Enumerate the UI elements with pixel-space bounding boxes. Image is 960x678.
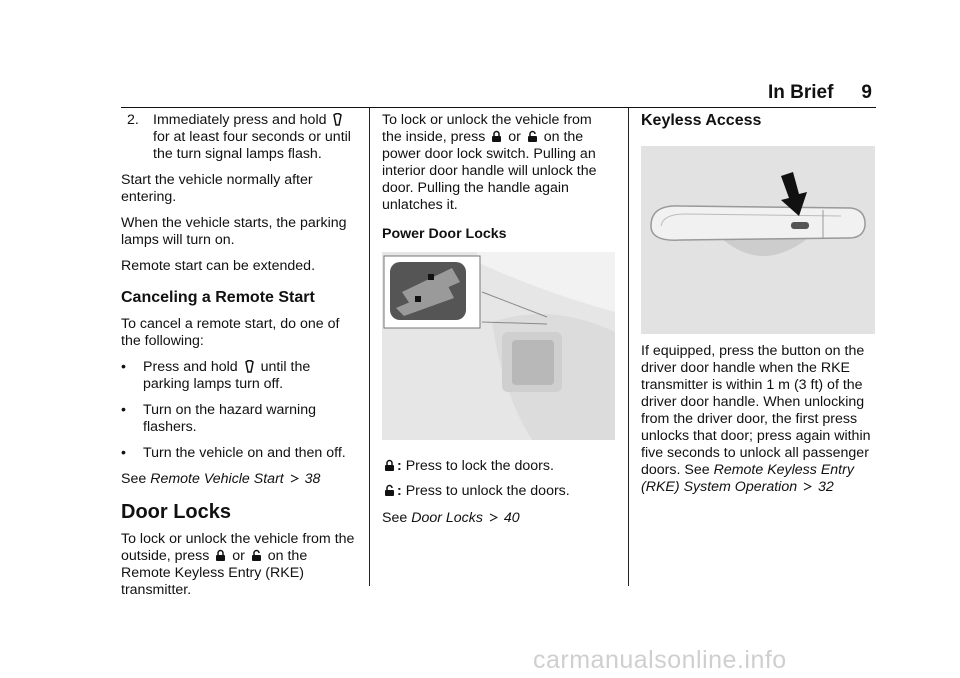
reference-link[interactable]: Door Locks — [411, 510, 483, 526]
column-2 — [382, 112, 614, 252]
bullet-text-3: Turn the vehicle on and then off. — [143, 445, 346, 461]
column-3-lower — [641, 343, 875, 505]
lock-description: Press to lock the doors. — [405, 458, 554, 474]
remote-start-icon — [244, 360, 255, 373]
lock-outside-text-b: on the Remote Keyless Entry (RKE) transmitter. — [121, 548, 308, 598]
cancel-heading: Canceling a Remote Start — [121, 289, 315, 306]
door-handle-drawing — [641, 146, 875, 334]
step-2-text-b: for at least four seconds or until the turn signal lamps flash. — [153, 129, 351, 162]
lock-inside-text-b: on the power door lock switch. Pulling an interior door handle will unlock the door. Pulling the handle again unlatches it. — [382, 129, 597, 213]
see-reference — [121, 471, 357, 488]
bullet-1-text-b: until the parking lamps turn off. — [143, 359, 311, 392]
reference-link[interactable]: Remote Keyless Entry (RKE) System Operation — [641, 462, 854, 495]
keyless-access-heading: Keyless Access — [641, 112, 762, 129]
lock-icon — [491, 130, 502, 143]
remote-start-icon — [332, 113, 343, 126]
column-divider-1 — [369, 108, 370, 586]
reference-page: 32 — [818, 479, 834, 495]
keyless-paragraph — [641, 343, 875, 496]
door-lock-switch-illustration — [382, 252, 615, 440]
start-paragraph: Start the vehicle normally after entering. — [121, 172, 313, 205]
reference-page: 38 — [304, 471, 321, 487]
unlock-description: Press to unlock the doors. — [405, 483, 570, 499]
step-2 — [121, 112, 357, 163]
lock-icon — [384, 459, 395, 472]
lock-outside-paragraph — [121, 531, 357, 599]
parking-paragraph: When the vehicle starts, the parking lamps will turn on. — [121, 215, 347, 248]
bullet-text-1 — [143, 359, 357, 393]
extend-paragraph: Remote start can be extended. — [121, 258, 316, 274]
unlock-icon — [251, 549, 262, 562]
cancel-paragraph: To cancel a remote start, do one of the following: — [121, 316, 340, 349]
lock-inside-paragraph — [382, 112, 614, 214]
step-2-text-a: Immediately press and hold — [153, 112, 327, 128]
page-header — [768, 82, 872, 104]
step-2-text — [153, 112, 357, 163]
legend-colon: : — [397, 458, 402, 474]
legend-colon: : — [397, 483, 402, 499]
column-2-lower — [382, 458, 614, 536]
unlock-legend — [382, 483, 614, 500]
page-number: 9 — [861, 82, 872, 103]
bullet-item-2 — [121, 402, 357, 436]
bullet: • — [121, 359, 126, 375]
see-reference — [382, 510, 614, 527]
step-number: 2. — [127, 112, 139, 128]
bullet-item-3 — [121, 445, 357, 462]
bullet: • — [121, 445, 126, 461]
or-text: or — [508, 129, 521, 145]
reference-page: 40 — [503, 510, 520, 526]
see-label: See — [382, 510, 408, 526]
column-1 — [121, 112, 357, 608]
lock-legend — [382, 458, 614, 475]
reference-link[interactable]: Remote Vehicle Start — [150, 471, 284, 487]
bullet-text-2: Turn on the hazard warning flashers. — [143, 402, 316, 435]
unlock-icon — [384, 484, 395, 497]
lock-inside-text-a: To lock or unlock the vehicle from the inside, press — [382, 112, 592, 145]
door-locks-heading: Door Locks — [121, 501, 232, 523]
unlock-icon — [527, 130, 538, 143]
section-title: In Brief — [767, 82, 834, 103]
lock-outside-text-a: To lock or unlock the vehicle from the outside, press — [121, 531, 355, 564]
door-panel-drawing — [382, 252, 615, 440]
or-text: or — [232, 548, 245, 564]
lock-icon — [215, 549, 226, 562]
keyless-text: If equipped, press the button on the driver door handle when the RKE transmitter is within 1 m (3 ft) of the driver door handle. When unlocking from the driver door, the first press unlocks that door; press again within five seconds to unlock all passenger doors. See — [641, 343, 871, 478]
page-ref-icon — [290, 474, 299, 483]
power-door-locks-heading: Power Door Locks — [382, 226, 507, 242]
bullet: • — [121, 402, 126, 418]
bullet-1-text-a: Press and hold — [143, 359, 238, 375]
column-divider-2 — [628, 108, 629, 586]
watermark: carmanualsonline.info — [533, 646, 787, 674]
see-label: See — [121, 471, 147, 487]
page-ref-icon — [803, 482, 812, 491]
column-3 — [641, 108, 875, 139]
page-ref-icon — [489, 513, 498, 522]
bullet-item-1 — [121, 359, 357, 393]
door-handle-illustration — [641, 146, 875, 334]
